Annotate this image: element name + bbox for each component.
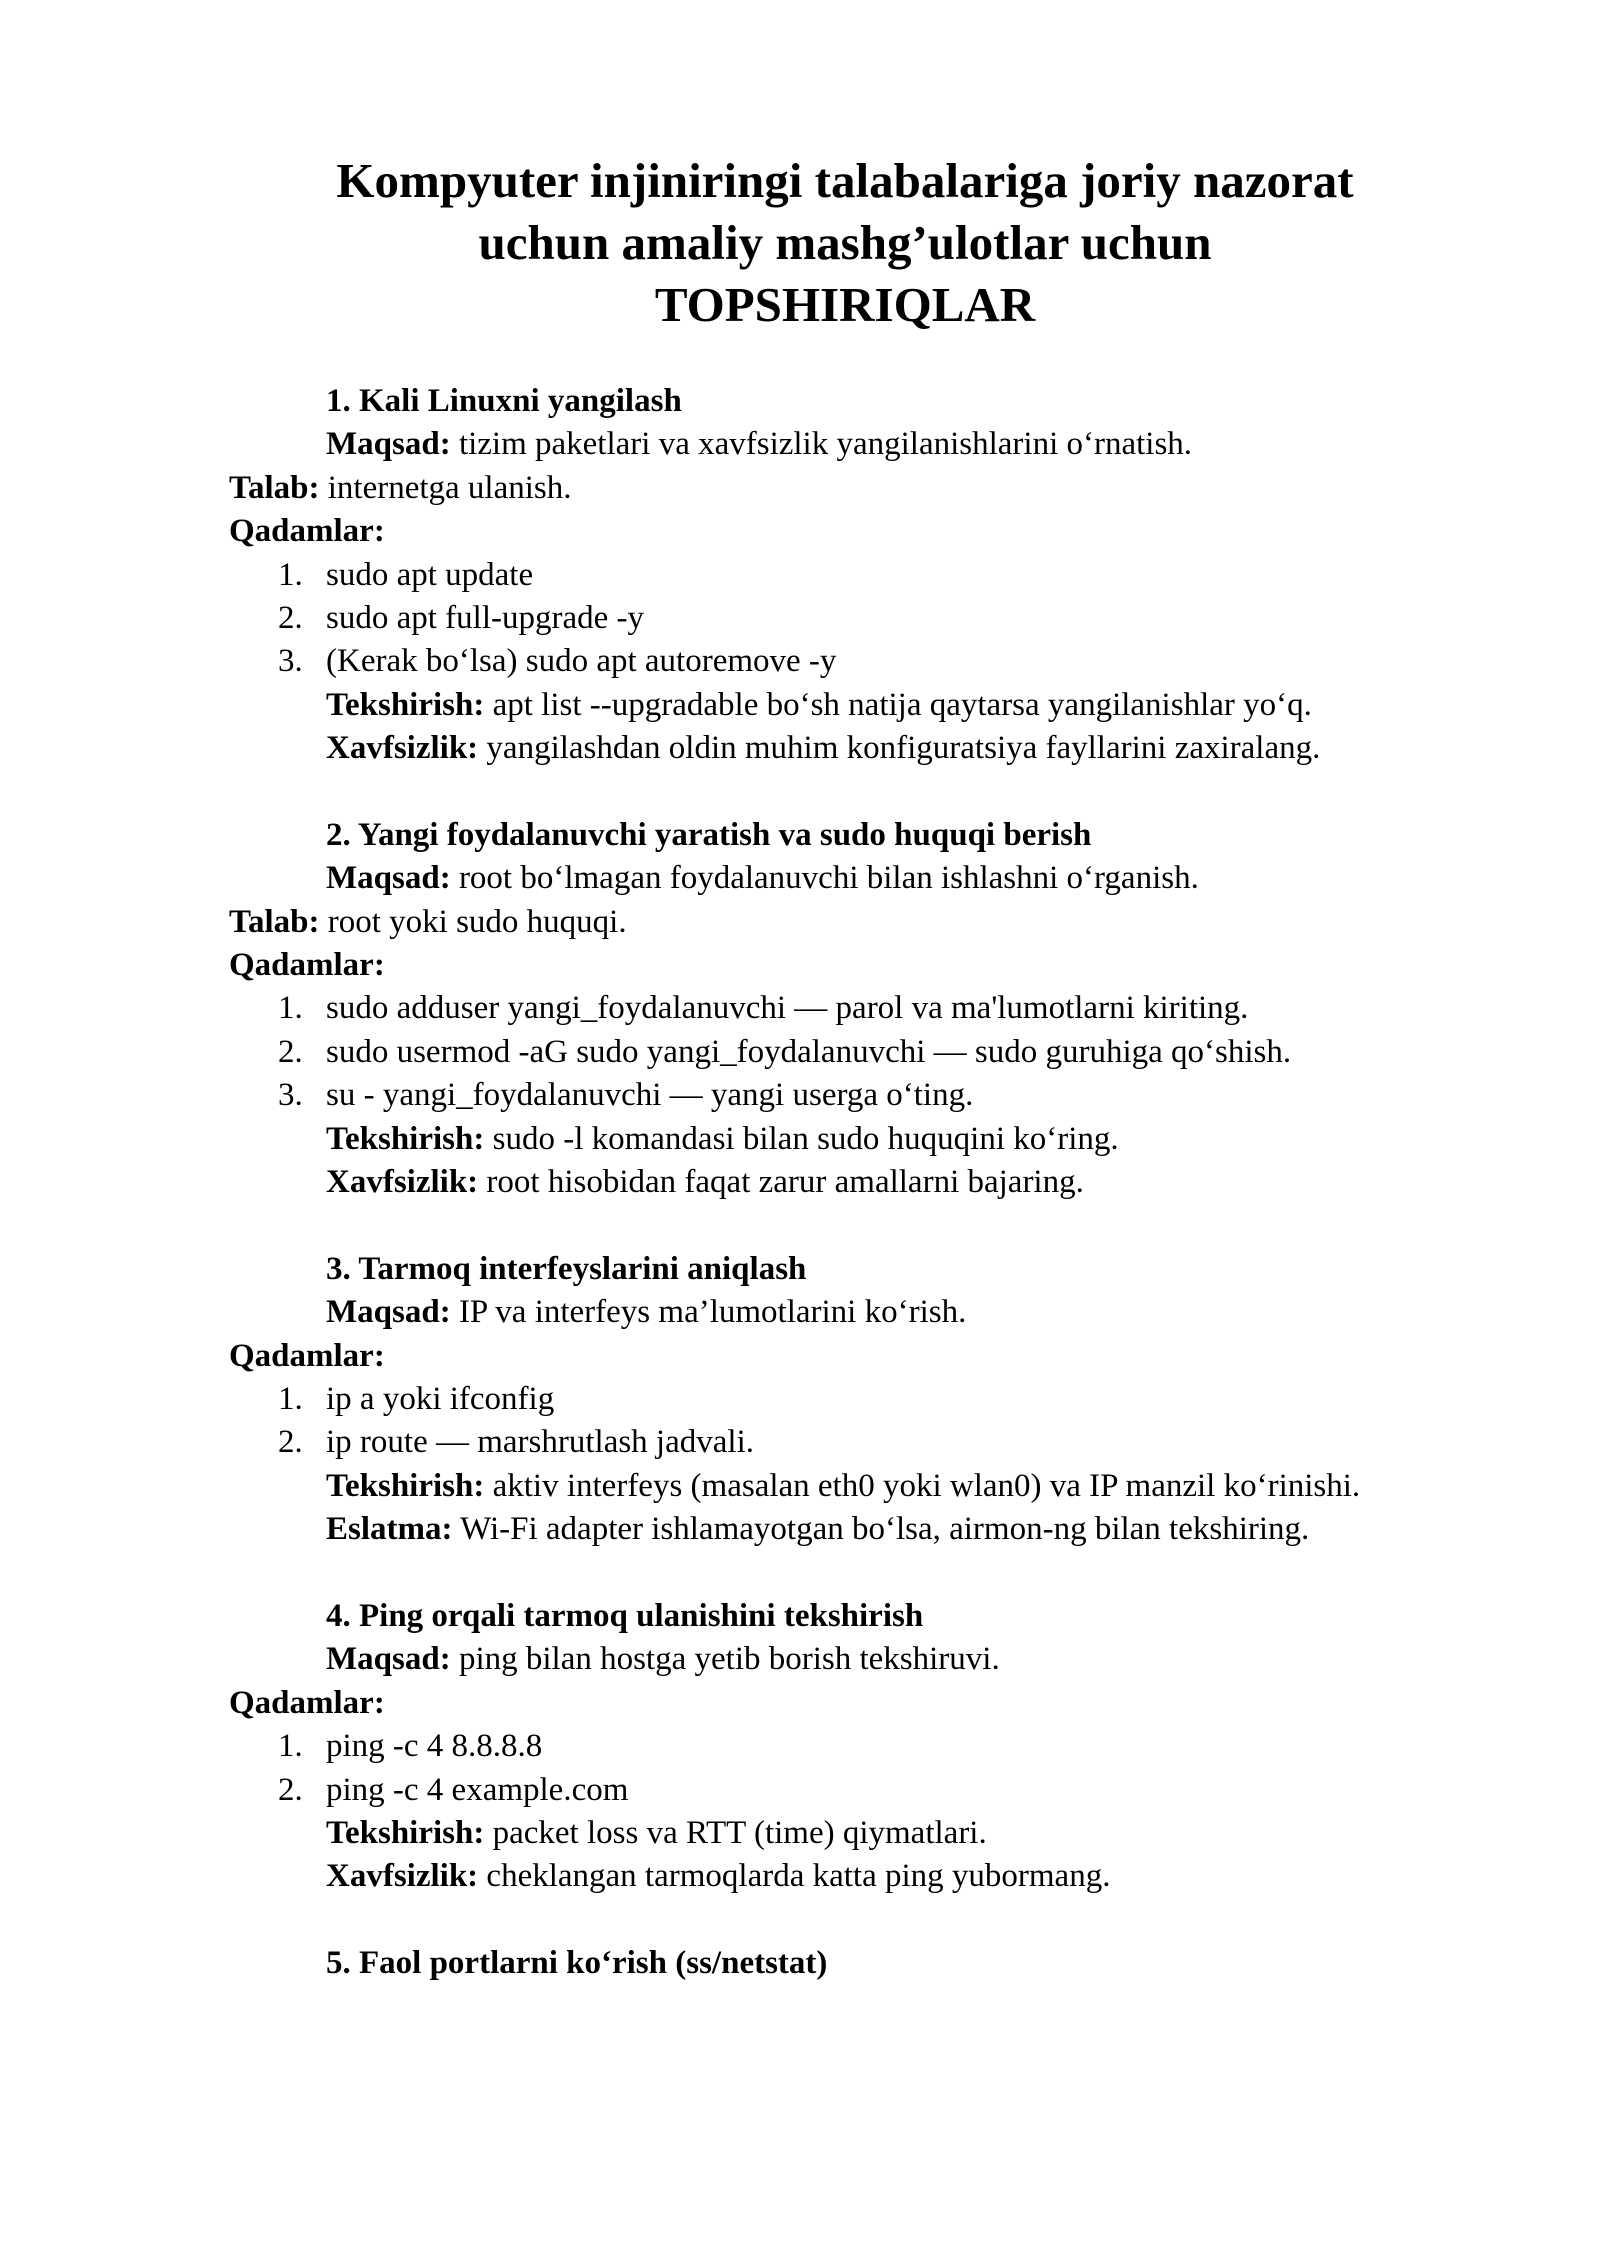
task-requirement <box>229 467 1559 510</box>
security-label: Xavfsizlik: <box>326 1164 479 1201</box>
step-number: 2. <box>278 1033 303 1070</box>
task-check <box>229 684 1559 727</box>
task-heading: 3. Tarmoq interfeyslarini aniqlash <box>326 1250 807 1287</box>
security-text: cheklangan tarmoqlarda katta ping yubormang. <box>478 1858 1111 1895</box>
note-label: Eslatma: <box>326 1511 453 1548</box>
task-2 <box>229 814 1559 1248</box>
step-text: ping -c 4 example.com <box>326 1771 629 1808</box>
step-item <box>229 1725 1559 1768</box>
document-title <box>260 150 1430 336</box>
security-label: Xavfsizlik: <box>326 730 479 767</box>
step-text: ping -c 4 8.8.8.8 <box>326 1728 543 1765</box>
title-line-3: TOPSHIRIQLAR <box>654 277 1036 332</box>
step-number: 1. <box>278 1380 303 1417</box>
task-goal <box>229 857 1559 900</box>
goal-text: ping bilan hostga yetib borish tekshiruvi. <box>450 1641 1000 1678</box>
title-line-1: Kompyuter injiniringi talabalariga joriy nazorat <box>336 153 1354 208</box>
title-line-2: uchun amaliy mashg’ulotlar uchun <box>478 215 1212 270</box>
goal-label: Maqsad: <box>326 860 451 897</box>
step-text: (Kerak boʻlsa) sudo apt autoremove -y <box>326 643 837 680</box>
task-heading: 1. Kali Linuxni yangilash <box>326 383 682 419</box>
task-goal <box>229 423 1559 466</box>
step-number: 1. <box>278 990 303 1027</box>
step-item <box>229 1769 1559 1812</box>
task-note <box>229 1508 1559 1551</box>
step-item <box>229 554 1559 597</box>
step-number: 3. <box>278 1077 303 1114</box>
steps-heading: Qadamlar: <box>229 1337 385 1374</box>
step-item <box>229 1031 1559 1074</box>
task-1 <box>229 380 1559 814</box>
goal-text: tizim paketlari va xavfsizlik yangilanishlarini oʻrnatish. <box>450 426 1193 463</box>
task-4 <box>229 1595 1559 1942</box>
security-text: yangilashdan oldin muhim konfiguratsiya fayllarini zaxiralang. <box>478 730 1321 767</box>
task-requirement <box>229 901 1559 944</box>
spacer <box>229 771 1559 814</box>
task-goal <box>229 1291 1559 1334</box>
goal-label: Maqsad: <box>326 1641 451 1678</box>
spacer <box>229 1552 1559 1595</box>
task-heading: 5. Faol portlarni koʻrish (ss/netstat) <box>326 1945 828 1982</box>
step-item <box>229 1074 1559 1117</box>
step-item <box>229 987 1559 1030</box>
spacer <box>229 1204 1559 1247</box>
steps-heading: Qadamlar: <box>229 947 385 984</box>
document-body <box>229 380 1559 1985</box>
requirement-text: root yoki sudo huquqi. <box>319 903 627 940</box>
check-label: Tekshirish: <box>326 1120 485 1157</box>
step-item <box>229 1378 1559 1421</box>
steps-heading: Qadamlar: <box>229 513 385 550</box>
task-security <box>229 1855 1559 1898</box>
step-text: sudo apt update <box>326 556 534 593</box>
task-heading: 4. Ping orqali tarmoq ulanishini tekshirish <box>326 1597 924 1634</box>
requirement-label: Talab: <box>229 469 320 506</box>
goal-label: Maqsad: <box>326 426 451 463</box>
step-text: su - yangi_foydalanuvchi — yangi userga oʻting. <box>326 1077 974 1114</box>
requirement-label: Talab: <box>229 903 320 940</box>
check-text: aktiv interfeys (masalan eth0 yoki wlan0) va IP manzil koʻrinishi. <box>484 1467 1361 1504</box>
task-check <box>229 1465 1456 1508</box>
step-number: 1. <box>278 1728 303 1765</box>
check-text: sudo -l komandasi bilan sudo huquqini koʻring. <box>484 1120 1119 1157</box>
task-security <box>229 727 1559 770</box>
step-item <box>229 597 1559 640</box>
check-label: Tekshirish: <box>326 1467 485 1504</box>
security-label: Xavfsizlik: <box>326 1858 479 1895</box>
goal-text: IP va interfeys ma’lumotlarini koʻrish. <box>450 1294 967 1331</box>
check-text: apt list --upgradable boʻsh natija qaytarsa yangilanishlar yoʻq. <box>484 686 1312 723</box>
goal-label: Maqsad: <box>326 1294 451 1331</box>
security-text: root hisobidan faqat zarur amallarni bajaring. <box>478 1164 1084 1201</box>
step-item <box>229 1421 1559 1464</box>
task-heading: 2. Yangi foydalanuvchi yaratish va sudo huquqi berish <box>326 816 1092 853</box>
check-label: Tekshirish: <box>326 686 485 723</box>
check-text: packet loss va RTT (time) qiymatlari. <box>484 1814 987 1851</box>
step-number: 2. <box>278 1771 303 1808</box>
step-number: 2. <box>278 599 303 636</box>
step-text: sudo usermod -aG sudo yangi_foydalanuvchi — sudo guruhiga qoʻshish. <box>326 1033 1292 1070</box>
task-goal <box>229 1638 1559 1681</box>
spacer <box>229 1899 1559 1942</box>
step-text: ip route — marshrutlash jadvali. <box>326 1424 754 1461</box>
step-text: ip a yoki ifconfig <box>326 1380 555 1417</box>
requirement-text: internetga ulanish. <box>319 469 572 506</box>
note-text: Wi-Fi adapter ishlamayotgan boʻlsa, airmon-ng bilan tekshiring. <box>452 1511 1310 1548</box>
task-check <box>229 1812 1559 1855</box>
step-text: sudo adduser yangi_foydalanuvchi — parol va ma'lumotlarni kiriting. <box>326 990 1249 1027</box>
step-text: sudo apt full-upgrade -y <box>326 599 644 636</box>
task-check <box>229 1118 1559 1161</box>
step-number: 3. <box>278 643 303 680</box>
task-security <box>229 1161 1559 1204</box>
step-number: 1. <box>278 556 303 593</box>
step-item <box>229 640 1559 683</box>
task-5 <box>229 1942 1559 1985</box>
check-label: Tekshirish: <box>326 1814 485 1851</box>
task-3 <box>229 1248 1559 1595</box>
step-number: 2. <box>278 1424 303 1461</box>
goal-text: root boʻlmagan foydalanuvchi bilan ishlashni oʻrganish. <box>450 860 1199 897</box>
steps-heading: Qadamlar: <box>229 1684 385 1721</box>
